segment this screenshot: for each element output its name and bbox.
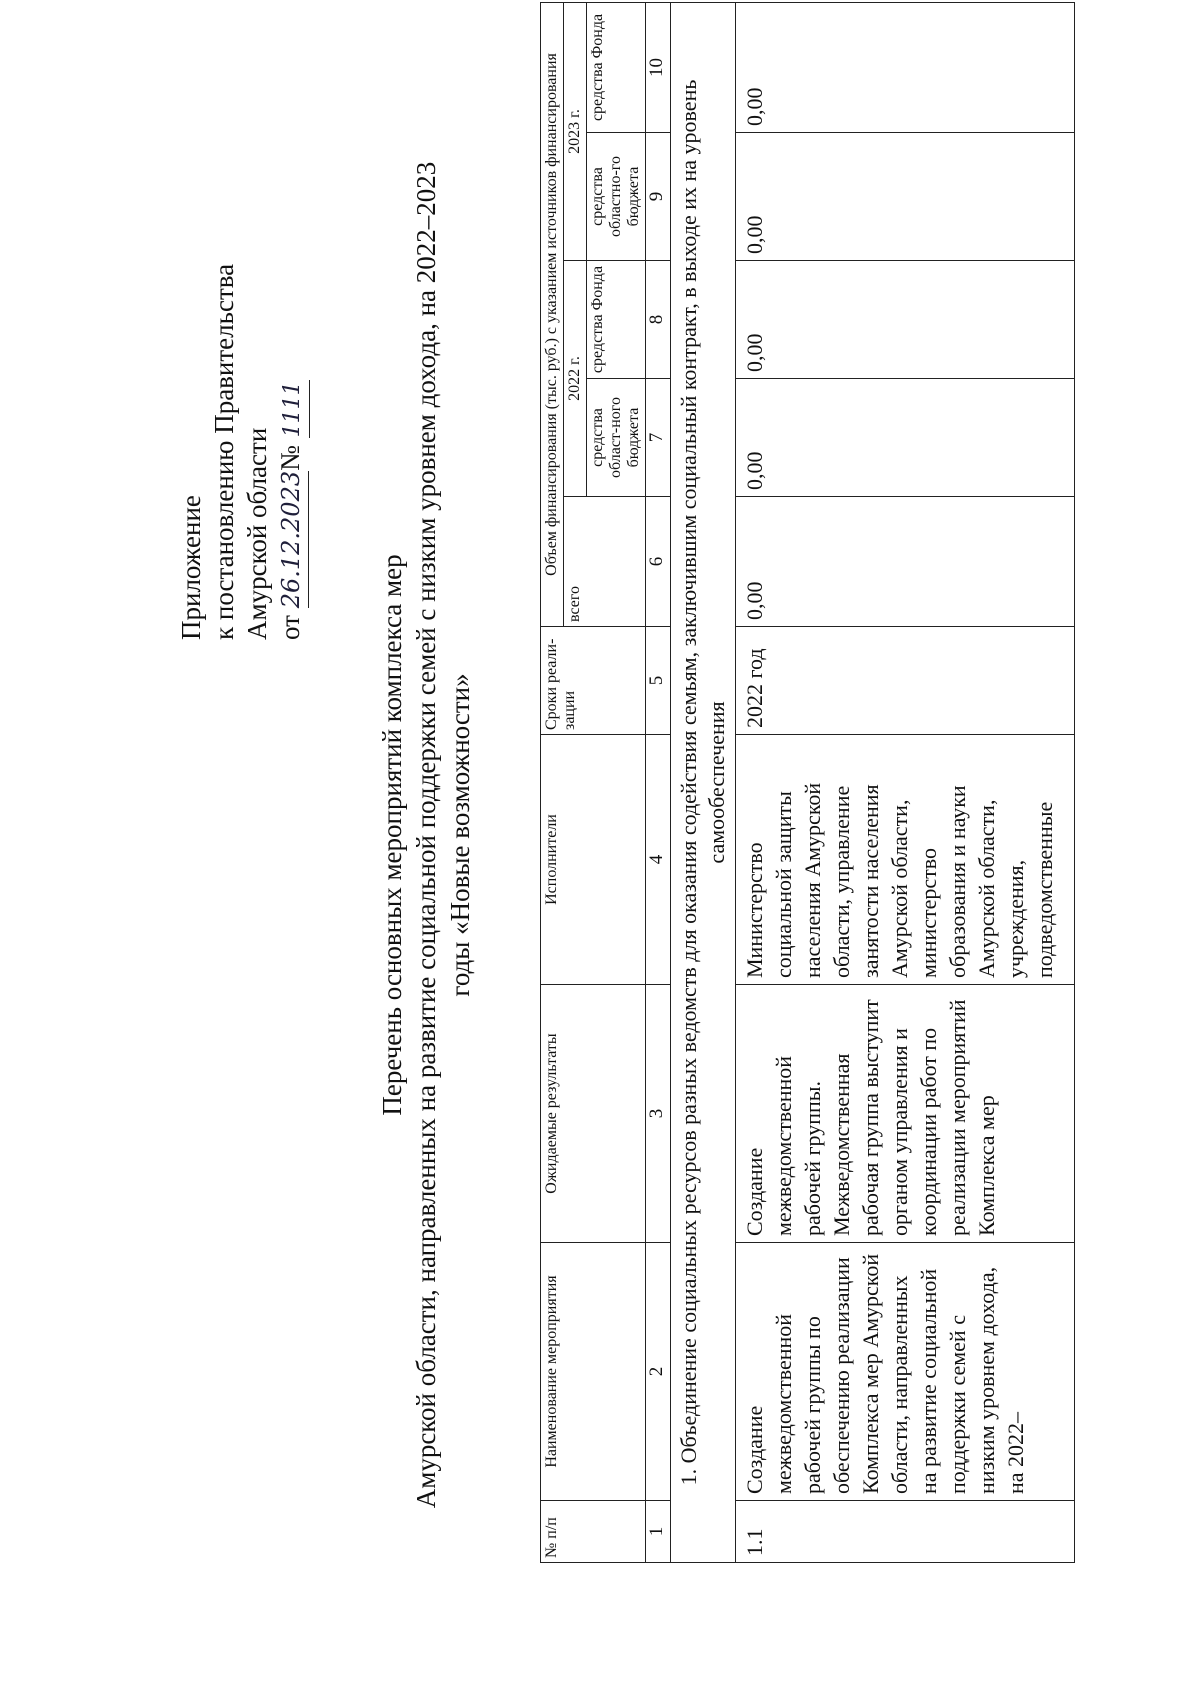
column-number: 5	[646, 627, 671, 735]
row-period: 2022 год	[736, 627, 1075, 735]
row-fund-2023: 0,00	[736, 2, 1075, 132]
row-measure-name: Создание межведомственной рабочей группы по обеспечению реализации Комплекса мер Амурской области, направленных на развитие социальной поддержки семей с низким уровнем дохода, на 2022–	[736, 1243, 1075, 1501]
header-total: всего	[564, 497, 646, 627]
header-funding: Объем финансирования (тыс. руб.) с указанием источников финансирования	[541, 2, 564, 626]
column-number: 10	[646, 2, 671, 132]
handwritten-date: 26.12.2023	[275, 471, 309, 608]
title-line-1: Перечень основных мероприятий комплекса мер	[377, 554, 407, 1116]
header-row-1	[541, 2, 564, 1562]
row-total: 0,00	[736, 497, 1075, 627]
header-name: Наименование мероприятия	[541, 1243, 646, 1501]
row-regional-2022: 0,00	[736, 379, 1075, 497]
header-fund-2022: средства Фонда	[587, 261, 646, 379]
table-row	[736, 2, 1075, 1562]
header-number: № п/п	[541, 1501, 646, 1563]
header-regional-2022: средства област-ного бюджета	[587, 379, 646, 497]
column-number: 6	[646, 497, 671, 627]
header-executors: Исполнители	[541, 735, 646, 985]
appendix-date-line	[274, 120, 310, 640]
column-number: 4	[646, 735, 671, 985]
appendix-block	[175, 120, 310, 640]
appendix-line-3: Амурской области	[242, 427, 272, 640]
column-number: 9	[646, 133, 671, 261]
row-fund-2022: 0,00	[736, 261, 1075, 379]
row-number: 1.1	[736, 1501, 1075, 1563]
column-number: 1	[646, 1501, 671, 1563]
row-executors: Министерство социальной защиты населения Амурской области, управление занятости населения Амурской области, министерство образования и науки Амурской области, учреждения, подведомственные	[736, 735, 1075, 985]
title-line-3: годы «Новые возможности»	[445, 673, 475, 997]
section-heading: 1. Объединение социальных ресурсов разных ведомств для оказания содействия семьям, заключившим социальный контракт, в выходе их на уровень самообеспечения	[671, 2, 736, 1562]
document-title	[375, 85, 477, 1585]
header-year-2022: 2022 г.	[564, 261, 587, 497]
header-period: Сроки реали-зации	[541, 627, 646, 735]
column-number: 3	[646, 985, 671, 1243]
measures-table	[540, 2, 1075, 1563]
title-line-2: Амурской области, направленных на развитие социальной поддержки семей с низким уровнем дохода, на 2022–2023	[411, 161, 441, 1509]
header-regional-2023: средства областно-го бюджета	[587, 133, 646, 261]
appendix-line-2: к постановлению Правительства	[209, 263, 239, 640]
header-fund-2023: средства Фонда	[587, 2, 646, 132]
handwritten-number: 1111	[276, 380, 310, 438]
section-row	[671, 2, 736, 1562]
date-prefix: от	[275, 615, 305, 640]
column-number: 7	[646, 379, 671, 497]
row-expected-results: Создание межведомственной рабочей группы. Межведомственная рабочая группа выступит органом управления и координации работ по реализации мероприятий Комплекса мер	[736, 985, 1075, 1243]
column-number: 2	[646, 1243, 671, 1501]
column-number: 8	[646, 261, 671, 379]
column-number-row	[646, 2, 671, 1562]
header-results: Ожидаемые результаты	[541, 985, 646, 1243]
number-label: №	[275, 445, 305, 471]
row-regional-2023: 0,00	[736, 133, 1075, 261]
header-year-2023: 2023 г.	[564, 2, 587, 260]
appendix-line-1: Приложение	[176, 495, 206, 640]
